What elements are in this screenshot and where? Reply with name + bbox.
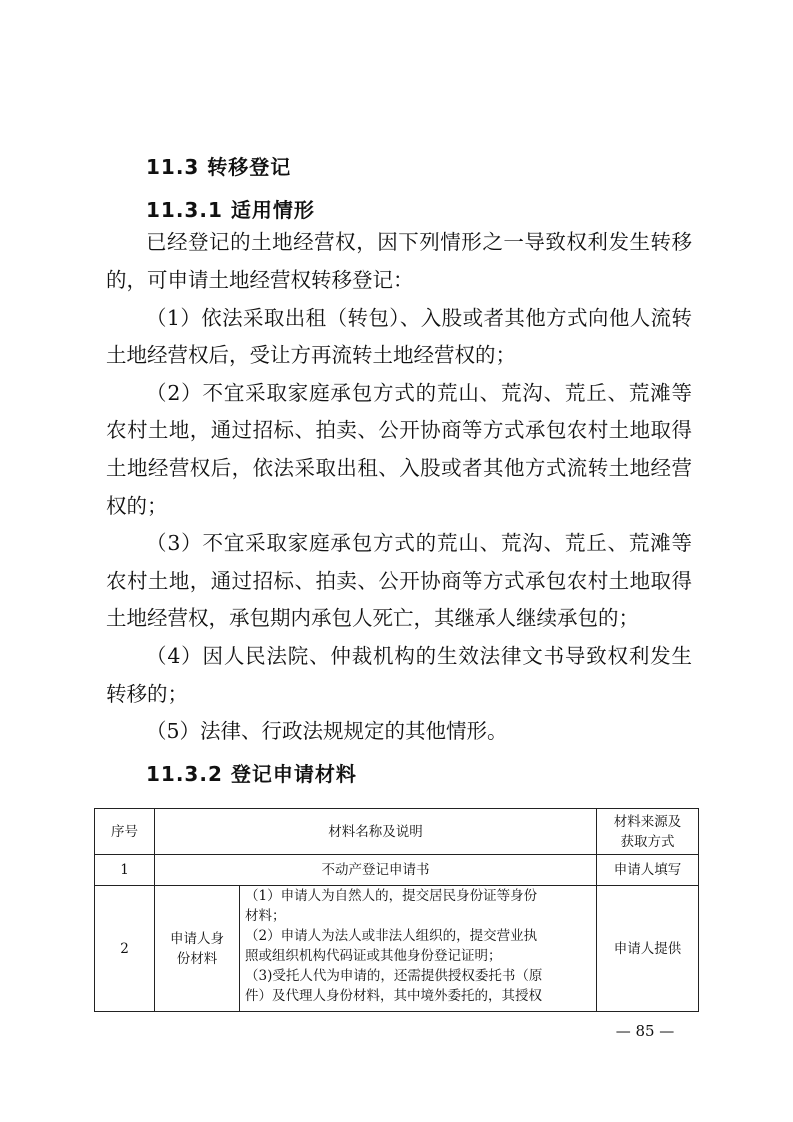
row-source: 申请人填写 xyxy=(597,855,699,886)
description-line: 照或组织机构代码证或其他身份登记证明； xyxy=(245,948,502,964)
item-3-line: （3）不宜采取家庭承包方式的荒山、荒沟、荒丘、荒滩等 xyxy=(146,531,692,555)
row-description xyxy=(240,886,597,1012)
row-material-name xyxy=(155,886,240,1012)
description-line: 件）及代理人身份材料，其中境外委托的，其授权 xyxy=(245,988,542,1004)
header-source-line: 材料来源及 xyxy=(613,813,682,830)
item-1-line: 土地经营权后，受让方再流转土地经营权的； xyxy=(106,343,516,367)
table-header-row xyxy=(95,809,699,855)
row-seq: 2 xyxy=(95,886,155,1012)
description-line: （2）申请人为法人或非法人组织的，提交营业执 xyxy=(245,928,538,944)
description-line: 材料； xyxy=(245,908,286,924)
subsection-heading-materials: 11.3.2 登记申请材料 xyxy=(146,762,357,786)
section-heading: 11.3 转移登记 xyxy=(146,155,292,179)
header-seq: 序号 xyxy=(95,809,155,855)
row-source: 申请人提供 xyxy=(597,886,699,1012)
description-line: （3)受托人代为申请的，还需提供授权委托书（原 xyxy=(245,968,543,984)
item-2-line: 农村土地，通过招标、拍卖、公开协商等方式承包农村土地取得 xyxy=(106,418,692,442)
subsection-heading-applicable: 11.3.1 适用情形 xyxy=(146,198,315,222)
item-2-line: 土地经营权后，依法采取出租、入股或者其他方式流转土地经营 xyxy=(106,456,692,480)
header-material-name: 材料名称及说明 xyxy=(155,809,597,855)
row-material-name: 不动产登记申请书 xyxy=(155,855,597,886)
table-row xyxy=(95,886,699,1012)
row-material-name-line: 份材料 xyxy=(176,950,218,967)
row-seq: 1 xyxy=(95,855,155,886)
item-1-line: （1）依法采取出租（转包）、入股或者其他方式向他人流转 xyxy=(146,306,692,330)
page-number: — 85 — xyxy=(615,1022,675,1040)
item-4-line: （4）因人民法院、仲裁机构的生效法律文书导致权利发生 xyxy=(146,644,692,668)
row-material-name-line: 申请人身 xyxy=(170,930,224,947)
header-source-line: 获取方式 xyxy=(620,833,675,850)
item-3-line: 农村土地，通过招标、拍卖、公开协商等方式承包农村土地取得 xyxy=(106,569,692,593)
intro-line: 已经登记的土地经营权，因下列情形之一导致权利发生转移 xyxy=(146,230,692,254)
item-3-line: 土地经营权，承包期内承包人死亡，其继承人继续承包的； xyxy=(106,606,639,630)
item-2-line: （2）不宜采取家庭承包方式的荒山、荒沟、荒丘、荒滩等 xyxy=(146,381,692,405)
item-4-line: 转移的； xyxy=(106,682,188,706)
header-source xyxy=(597,809,699,855)
item-2-line: 权的； xyxy=(106,494,168,518)
intro-line: 的，可申请土地经营权转移登记： xyxy=(106,268,414,292)
description-line: （1）申请人为自然人的，提交居民身份证等身份 xyxy=(245,888,538,904)
item-5-line: （5）法律、行政法规规定的其他情形。 xyxy=(146,719,508,743)
materials-table xyxy=(94,808,699,1012)
table-row xyxy=(95,855,699,886)
